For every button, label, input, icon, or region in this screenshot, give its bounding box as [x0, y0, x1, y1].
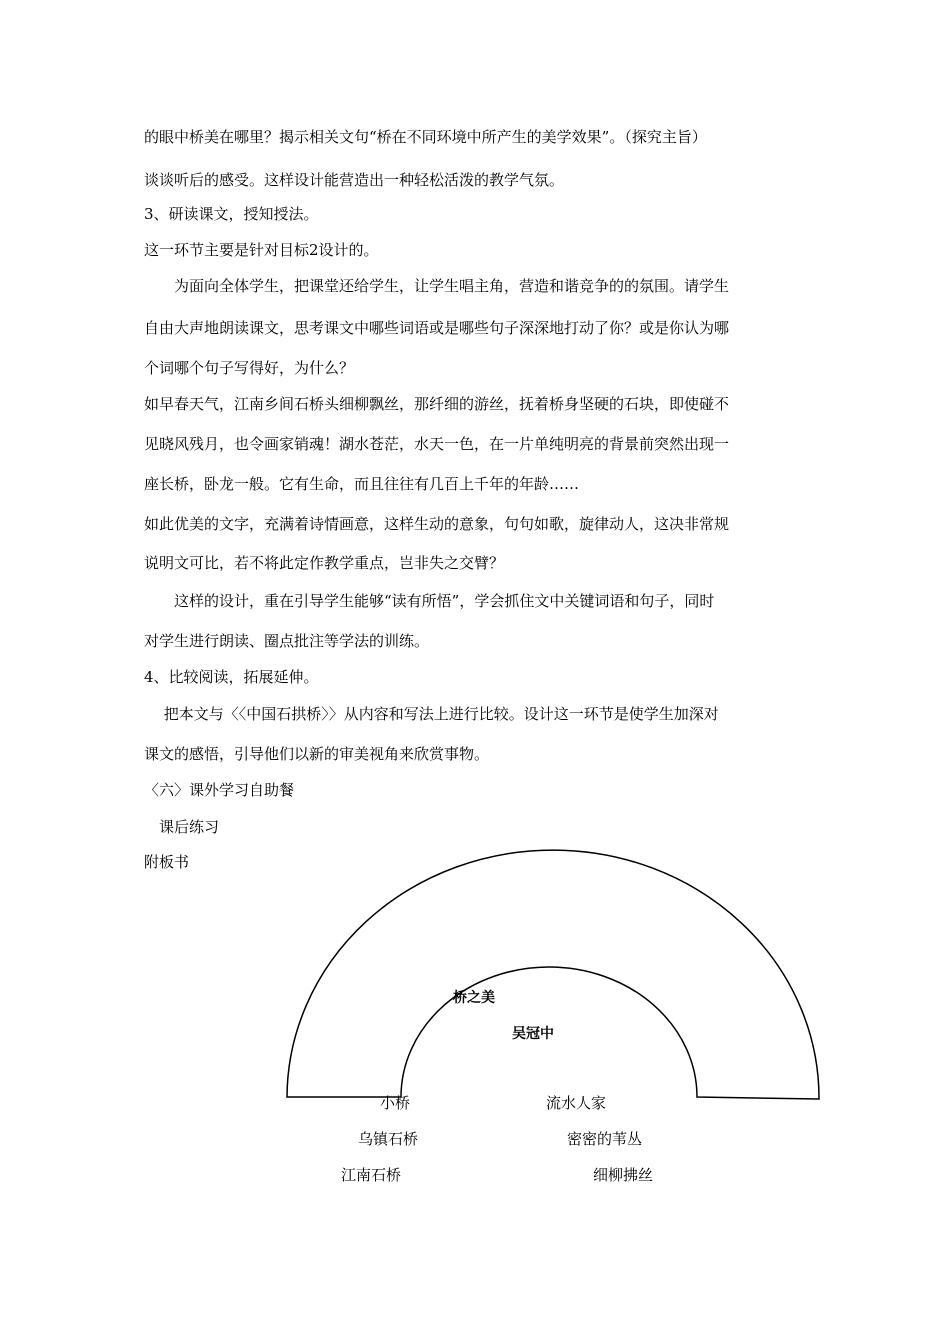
paragraph-line: 课文的感悟，引导他们以新的审美视角来欣赏事物。	[144, 745, 490, 763]
paragraph-line: 这样的设计，重在引导学生能够“读有所悟”，学会抓住文中关键词语和句子，同时	[144, 592, 715, 610]
paragraph-line: 对学生进行朗读、圈点批注等学法的训练。	[144, 632, 430, 650]
paragraph-line: 把本文与〈〈中国石拱桥〉〉从内容和写法上进行比较。设计这一环节是使学生加深对	[144, 705, 719, 723]
paragraph-line: 课后练习	[144, 818, 220, 836]
paragraph-line: 谈谈听后的感受。这样设计能营造出一种轻松活泼的教学气氛。	[144, 171, 565, 189]
board-right-item: 流水人家	[546, 1094, 607, 1112]
paragraph-line: 的眼中桥美在哪里？揭示相关文句“桥在不同环境中所产生的美学效果”。（探究主旨）	[144, 128, 707, 146]
paragraph-line: 为面向全体学生，把课堂还给学生，让学生唱主角，营造和谐竞争的的氛围。请学生	[144, 277, 730, 295]
paragraph-line: 这一环节主要是针对目标2设计的。	[144, 241, 379, 259]
board-title: 桥之美	[453, 990, 495, 1006]
board-right-item: 细柳拂丝	[593, 1166, 654, 1184]
board-right-item: 密密的苇丛	[567, 1130, 643, 1148]
quote-line: 见晓风残月，也令画家销魂！湖水苍茫，水天一色，在一片单纯明亮的背景前突然出现一	[144, 435, 730, 453]
paragraph-line: 自由大声地朗读课文，思考课文中哪些词语或是哪些句子深深地打动了你？或是你认为哪	[144, 319, 730, 337]
board-left-item: 乌镇石桥	[358, 1130, 419, 1148]
paragraph-line: 个词哪个句子写得好，为什么？	[144, 359, 355, 377]
paragraph-line: 说明文可比，若不将此定作教学重点，岂非失之交臂？	[144, 554, 505, 572]
board-left-item: 江南石桥	[341, 1166, 402, 1184]
arch-shape	[287, 850, 819, 1099]
section-heading: 〈六〉课外学习自助餐	[144, 781, 295, 799]
section-heading: 3、研读课文，授知授法。	[144, 205, 319, 223]
section-heading: 4、比较阅读，拓展延伸。	[144, 668, 319, 686]
board-left-item: 小桥	[380, 1094, 411, 1112]
quote-line: 如早春天气，江南乡间石桥头细柳飘丝，那纤细的游丝，抚着桥身坚硬的石块，即使碰不	[144, 395, 730, 413]
paragraph-line: 附板书	[144, 853, 190, 871]
paragraph-line: 如此优美的文字，充满着诗情画意，这样生动的意象，句句如歌，旋律动人，这决非常规	[144, 515, 730, 533]
board-author: 吴冠中	[512, 1026, 554, 1042]
quote-line: 座长桥，卧龙一般。它有生命，而且往往有几百上千年的年龄……	[144, 475, 580, 493]
